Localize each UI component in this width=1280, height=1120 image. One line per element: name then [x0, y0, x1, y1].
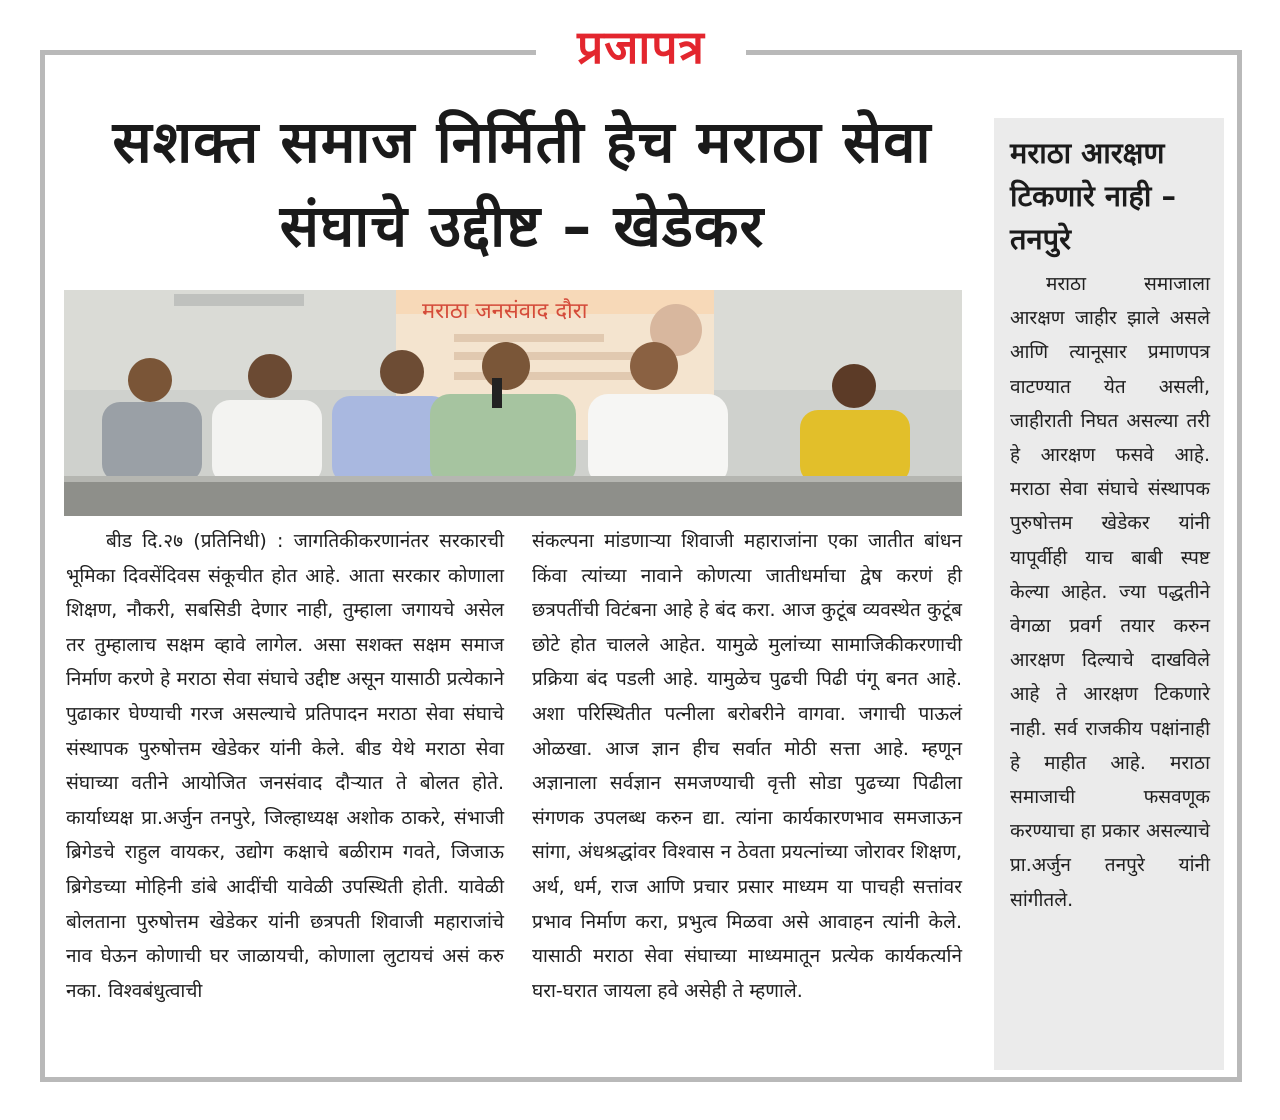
article-photo: [64, 290, 962, 516]
article-column-2: संकल्पना मांडणाऱ्या शिवाजी महाराजांना एका जातीत बांधन किंवा त्यांच्या नावाने कोणत्या जातीधर्माचा द्वेष करणं ही छत्रपतींची विटंबना आहे हे बंद करा. आज कुटूंब व्यवस्थेत कुटूंब छोटे होत चालले आहेत. यामुळे मुलांच्या सामाजिकीकरणाची प्रक्रिया बंद पडली आहे. यामुळेच पुढची पिढी पंगू बनत आहे. अशा परिस्थितीत पत्नीला बरोबरीने वागवा. जगाची पाऊलं ओळखा. आज ज्ञान हीच सर्वात मोठी सत्ता आहे. म्हणून अज्ञानाला सर्वज्ञान समजण्याची वृत्ती सोडा पुढच्या पिढीला संगणक उपलब्ध करुन द्या. त्यांना कार्यकारणभाव समजाऊन सांगा, अंधश्रद्धांवर विश्वास न ठेवता प्रयत्नांच्या जोरावर शिक्षण, अर्थ, धर्म, राज आणि प्रचार प्रसार माध्यम या पाचही सत्तांवर प्रभाव निर्माण करा, प्रभुत्व मिळवा असे आवाहन त्यांनी केले. यासाठी मराठा सेवा संघाच्या माध्यमातून प्रत्येक कार्यकर्त्याने घरा-घरात जायला हवे असेही ते म्हणाले.: [532, 530, 962, 1002]
sidebar-title: मराठा आरक्षण टिकणारे नाही – तनपुरे: [1010, 136, 1176, 256]
sidebar-body: मराठा समाजाला आरक्षण जाहीर झाले असले आणि त्यानूसार प्रमाणपत्र वाटण्यात येत असली, जाहीराती निघत असल्या तरी हे आरक्षण फसवे आहे. मराठा सेवा संघाचे संस्थापक पुरुषोत्तम खेडेकर यांनी यापूर्वीही याच बाबी स्पष्ट केल्या आहेत. ज्या पद्धतीने वेगळा प्रवर्ग तयार करुन आरक्षण दिल्याचे दाखविले आहे ते आरक्षण टिकणारे नाही. सर्व राजकीय पक्षांनाही हे माहीत आहे. मराठा समाजाची फसवणूक करण्याचा हा प्रकार असल्याचे प्रा.अर्जुन तनपुरे यांनी सांगीतले.: [1010, 273, 1210, 911]
banner-text: मराठा जनसंवाद दौरा: [422, 299, 588, 324]
masthead-logo: प्रजापत्र: [536, 16, 746, 78]
article-headline: सशक्त समाज निर्मिती हेच मराठा सेवा संघाचे उद्दीष्ट – खेडेकर: [112, 108, 932, 260]
article-column-1: बीड दि.२७ (प्रतिनिधी) : जागतिकीकरणानंतर सरकारची भूमिका दिवसेंदिवस संकूचीत होत आहे. आता सरकार कोणाला शिक्षण, नौकरी, सबसिडी देणार नाही, तुम्हाला जगायचे असेल तर तुम्हालाच सक्षम व्हावे लागेल. असा सशक्त सक्षम समाज निर्माण करणे हे मराठा सेवा संघाचे उद्दीष्ट असून यासाठी प्रत्येकाने पुढाकार घेण्याची गरज असल्याचे प्रतिपादन मराठा सेवा संघाचे संस्थापक पुरुषोत्तम खेडेकर यांनी केले. बीड येथे मराठा सेवा संघाच्या वतीने आयोजित जनसंवाद दौऱ्यात ते बोलत होते. कार्याध्यक्ष प्रा.अर्जुन तनपुरे, जिल्हाध्यक्ष अशोक ठाकरे, संभाजी ब्रिगेडचे राहुल वायकर, उद्योग कक्षाचे बळीराम गवते, जिजाऊ ब्रिगेडच्या मोहिनी डांबे आदींची यावेळी उपस्थिती होती. यावेळी बोलताना पुरुषोत्तम खेडेकर यांनी छत्रपती शिवाजी महाराजांचे नाव घेऊन कोणाची घर जाळायची, कोणाला लुटायचं असं करु नका. विश्वबंधुत्वाची: [66, 530, 504, 1002]
sidebar-box: [994, 118, 1224, 1070]
